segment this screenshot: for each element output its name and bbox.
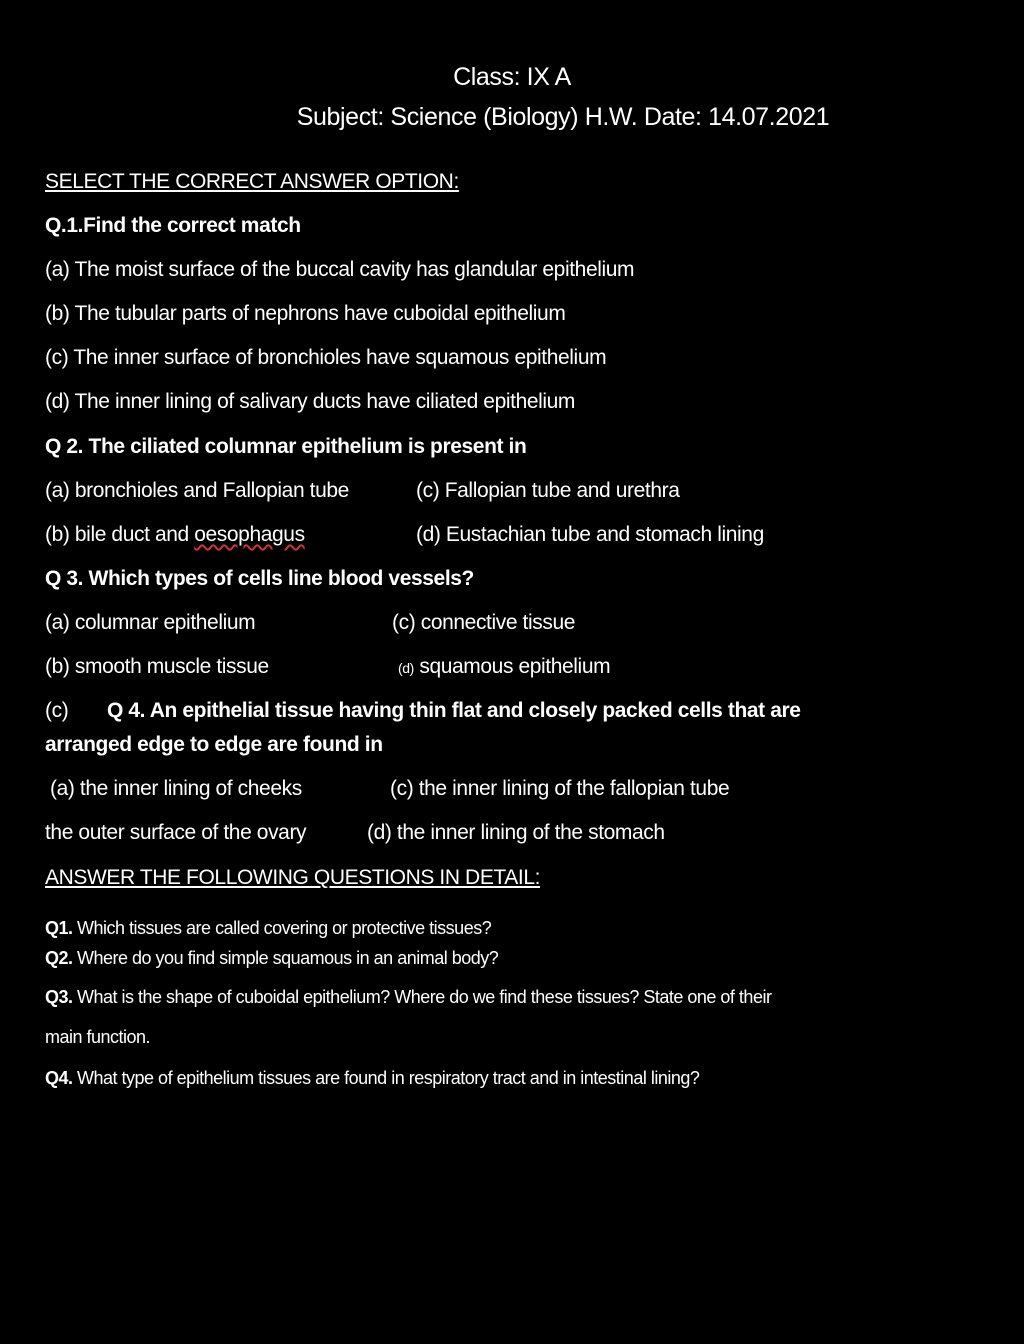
q-text: What is the shape of cuboidal epithelium? Where do we find these tissues? State one of their xyxy=(72,987,772,1007)
q2-option-a: (a) bronchioles and Fallopian tube xyxy=(45,479,349,502)
q3-option-c: (c) connective tissue xyxy=(392,611,576,634)
subject-title: Subject: Science (Biology) H.W. Date: 14.07.2021 xyxy=(296,103,830,131)
question-4-cont: arranged edge to edge are found in xyxy=(45,733,383,756)
q-number: Q2. xyxy=(45,948,73,968)
q-number: Q4. xyxy=(45,1068,73,1088)
q2-option-b xyxy=(45,522,305,548)
q4-option-b: the outer surface of the ovary xyxy=(45,821,307,844)
detail-question-4 xyxy=(45,1065,699,1091)
q-text: Which tissues are called covering or protective tissues? xyxy=(72,918,492,938)
question-3: Q 3. Which types of cells line blood vessels? xyxy=(45,567,474,590)
q-text: What type of epithelium tissues are found in respiratory tract and in intestinal lining? xyxy=(72,1068,700,1088)
section-heading-mcq: SELECT THE CORRECT ANSWER OPTION: xyxy=(45,170,459,193)
q3-option-a: (a) columnar epithelium xyxy=(45,611,256,634)
q3-option-b: (b) smooth muscle tissue xyxy=(45,655,269,678)
q-text: Where do you find simple squamous in an animal body? xyxy=(72,948,499,968)
q2-option-c: (c) Fallopian tube and urethra xyxy=(416,479,680,502)
question-4: Q 4. An epithelial tissue having thin flat and closely packed cells that are xyxy=(107,699,801,722)
q3-option-d-text: squamous epithelium xyxy=(413,655,611,678)
q1-option-b: (b) The tubular parts of nephrons have cuboidal epithelium xyxy=(45,302,566,325)
detail-question-1 xyxy=(45,915,491,941)
detail-question-3-cont: main function. xyxy=(45,1027,151,1047)
q2-option-d: (d) Eustachian tube and stomach lining xyxy=(416,523,764,546)
q2-option-b-text: (b) bile duct and xyxy=(45,523,195,546)
q4-option-a: (a) the inner lining of cheeks xyxy=(50,777,302,800)
q1-option-c: (c) The inner surface of bronchioles have squamous epithelium xyxy=(45,346,607,369)
section-heading-detail: ANSWER THE FOLLOWING QUESTIONS IN DETAIL: xyxy=(45,866,541,889)
q1-option-a: (a) The moist surface of the buccal cavity has glandular epithelium xyxy=(45,258,635,281)
q3-option-d-label: (d) xyxy=(398,660,414,676)
q3-option-d xyxy=(398,654,610,681)
q-number: Q1. xyxy=(45,918,73,938)
detail-question-2 xyxy=(45,945,498,971)
q4-prefix: (c) xyxy=(45,699,69,722)
q-number: Q3. xyxy=(45,987,73,1007)
detail-question-3 xyxy=(45,984,771,1010)
question-1: Q.1.Find the correct match xyxy=(45,214,301,237)
q4-option-c: (c) the inner lining of the fallopian tube xyxy=(390,777,730,800)
q4-option-d: (d) the inner lining of the stomach xyxy=(367,821,665,844)
spellcheck-word: oesophagus xyxy=(194,523,305,546)
question-2: Q 2. The ciliated columnar epithelium is present in xyxy=(45,435,527,458)
q1-option-d: (d) The inner lining of salivary ducts have ciliated epithelium xyxy=(45,390,576,413)
class-title: Class: IX A xyxy=(453,63,571,91)
